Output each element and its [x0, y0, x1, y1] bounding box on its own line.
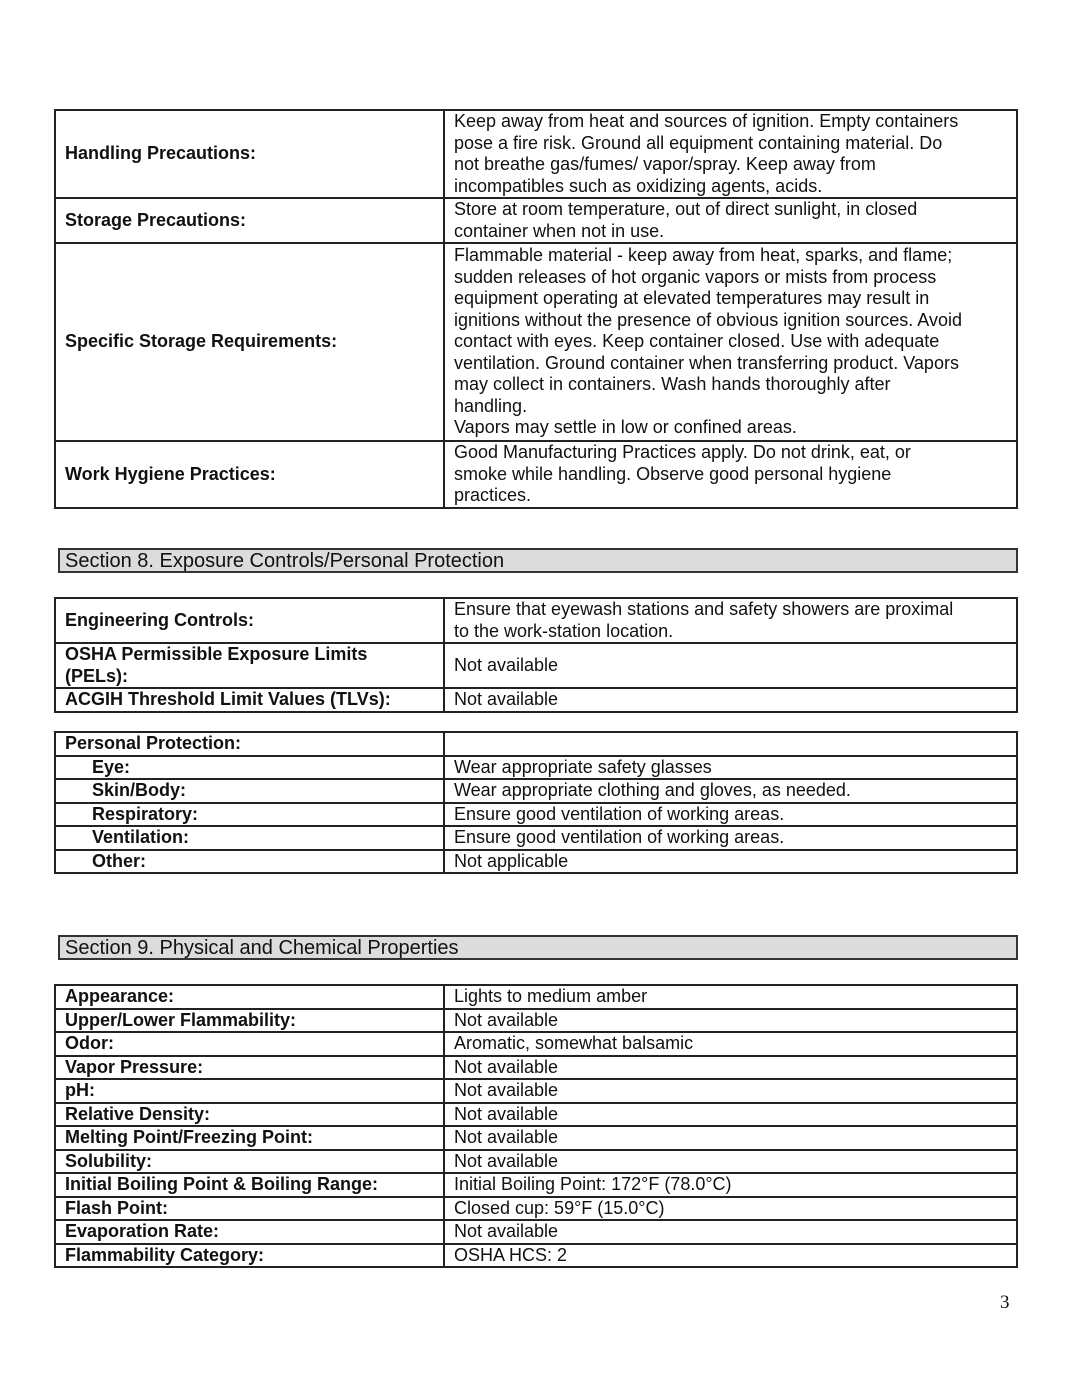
- row-value: Not available: [444, 1079, 1017, 1103]
- table-row: [55, 756, 1017, 780]
- row-value: Wear appropriate clothing and gloves, as needed.: [444, 779, 1017, 803]
- row-value: Keep away from heat and sources of ignition. Empty containers pose a fire risk. Ground all equipment containing material. Do not breathe gas/fumes/ vapor/spray. Keep away from incompatibles such as oxidizing agents, acids.: [444, 110, 1017, 198]
- page-number: 3: [1000, 1292, 1010, 1313]
- table-row: [55, 688, 1017, 712]
- personal-protection-table: [54, 731, 1018, 874]
- row-label: Evaporation Rate:: [55, 1220, 444, 1244]
- row-value: Lights to medium amber: [444, 985, 1017, 1009]
- row-label: Specific Storage Requirements:: [55, 243, 444, 441]
- row-value: Not available: [444, 1220, 1017, 1244]
- row-label: Melting Point/Freezing Point:: [55, 1126, 444, 1150]
- row-label: Appearance:: [55, 985, 444, 1009]
- row-value: Initial Boiling Point: 172°F (78.0°C): [444, 1173, 1017, 1197]
- table-row: [55, 803, 1017, 827]
- table-row: [55, 1126, 1017, 1150]
- row-label: Flash Point:: [55, 1197, 444, 1221]
- row-value: Flammable material - keep away from heat, sparks, and flame; sudden releases of hot organic vapors or mists from process equipment operating at elevated temperatures may result in ignitions without the presence of obvious ignition sources. Avoid contact with eyes. Keep container closed. Use with adequate ventilation. Ground container when transferring product. Vapors may collect in containers. Wash hands thoroughly after handling. Vapors may settle in low or confined areas.: [444, 243, 1017, 441]
- row-label: Engineering Controls:: [55, 598, 444, 643]
- row-value: Not available: [444, 643, 1017, 688]
- row-label: Ventilation:: [55, 826, 444, 850]
- row-value: Wear appropriate safety glasses: [444, 756, 1017, 780]
- row-value: Good Manufacturing Practices apply. Do not drink, eat, or smoke while handling. Observe good personal hygiene practices.: [444, 441, 1017, 508]
- table-row: [55, 732, 1017, 756]
- row-value: Closed cup: 59°F (15.0°C): [444, 1197, 1017, 1221]
- row-value: Ensure that eyewash stations and safety showers are proximal to the work-station location.: [444, 598, 1017, 643]
- row-label: Upper/Lower Flammability:: [55, 1009, 444, 1033]
- table-row: [55, 441, 1017, 508]
- table-row: [55, 198, 1017, 243]
- table-row: [55, 1032, 1017, 1056]
- table-row: [55, 1197, 1017, 1221]
- table-row: [55, 1056, 1017, 1080]
- table-row: [55, 1009, 1017, 1033]
- table-row: [55, 598, 1017, 643]
- row-value: Not available: [444, 1126, 1017, 1150]
- row-value: Not available: [444, 1150, 1017, 1174]
- table-row: [55, 1173, 1017, 1197]
- physical-properties-table: [54, 984, 1018, 1268]
- row-label: OSHA Permissible Exposure Limits (PELs):: [55, 643, 444, 688]
- row-label: ACGIH Threshold Limit Values (TLVs):: [55, 688, 444, 712]
- row-value: OSHA HCS: 2: [444, 1244, 1017, 1268]
- row-label: Work Hygiene Practices:: [55, 441, 444, 508]
- table-row: [55, 1220, 1017, 1244]
- table-row: [55, 1103, 1017, 1127]
- table-row: [55, 985, 1017, 1009]
- row-label: Odor:: [55, 1032, 444, 1056]
- table-row: [55, 1150, 1017, 1174]
- row-value: Not available: [444, 1056, 1017, 1080]
- section-9-header: Section 9. Physical and Chemical Properties: [58, 935, 1018, 960]
- row-label: Respiratory:: [55, 803, 444, 827]
- row-label: Initial Boiling Point & Boiling Range:: [55, 1173, 444, 1197]
- row-label: Storage Precautions:: [55, 198, 444, 243]
- row-value: Ensure good ventilation of working areas.: [444, 826, 1017, 850]
- exposure-controls-table: [54, 597, 1018, 713]
- table-row: [55, 1244, 1017, 1268]
- row-label: Eye:: [55, 756, 444, 780]
- personal-protection-title: Personal Protection:: [55, 732, 444, 756]
- handling-storage-table: [54, 109, 1018, 509]
- row-value: Store at room temperature, out of direct sunlight, in closed container when not in use.: [444, 198, 1017, 243]
- row-value: Ensure good ventilation of working areas.: [444, 803, 1017, 827]
- row-value: [444, 732, 1017, 756]
- row-label: pH:: [55, 1079, 444, 1103]
- section-8-header: Section 8. Exposure Controls/Personal Protection: [58, 548, 1018, 573]
- table-row: [55, 850, 1017, 874]
- row-value: Not applicable: [444, 850, 1017, 874]
- table-row: [55, 779, 1017, 803]
- table-row: [55, 643, 1017, 688]
- row-label: Vapor Pressure:: [55, 1056, 444, 1080]
- row-value: Aromatic, somewhat balsamic: [444, 1032, 1017, 1056]
- row-label: Solubility:: [55, 1150, 444, 1174]
- table-row: [55, 110, 1017, 198]
- row-value: Not available: [444, 1009, 1017, 1033]
- table-row: [55, 826, 1017, 850]
- table-row: [55, 1079, 1017, 1103]
- row-label: Handling Precautions:: [55, 110, 444, 198]
- row-label: Other:: [55, 850, 444, 874]
- row-value: Not available: [444, 688, 1017, 712]
- table-row: [55, 243, 1017, 441]
- row-label: Relative Density:: [55, 1103, 444, 1127]
- row-label: Flammability Category:: [55, 1244, 444, 1268]
- row-value: Not available: [444, 1103, 1017, 1127]
- row-label: Skin/Body:: [55, 779, 444, 803]
